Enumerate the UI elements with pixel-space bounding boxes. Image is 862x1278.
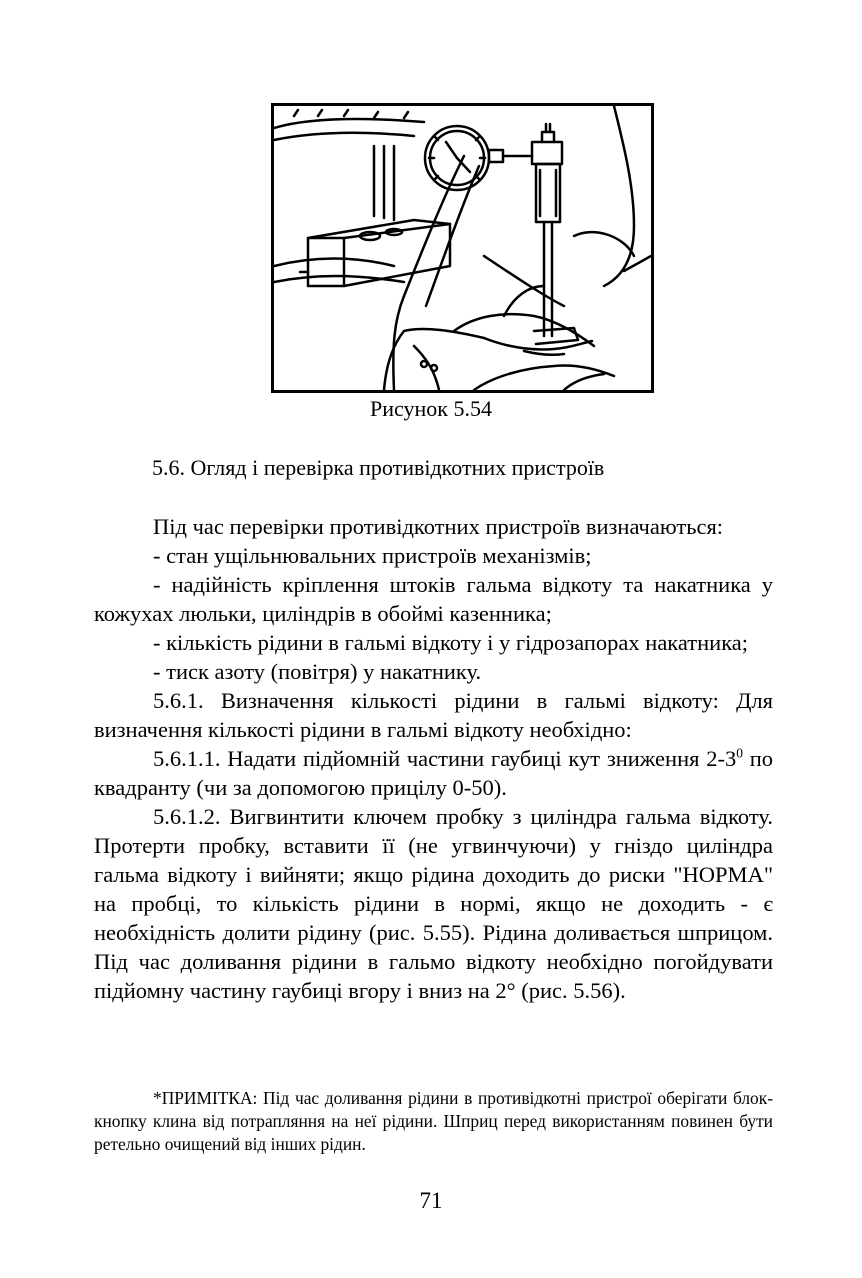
paragraph-intro: Під час перевірки противідкотних пристроїв визначаються: xyxy=(153,514,724,539)
list-item: - кількість рідини в гальмі відкоту і у гідрозапорах накатника; xyxy=(153,630,749,655)
page-number: 71 xyxy=(419,1188,443,1213)
note-text: *ПРИМІТКА: Під час доливання рідини в противідкотні пристрої оберігати блок-кнопку клина від потрапляння на неї рідини. Шприц перед використанням повинен бути ретельно очищений від інших рідин. xyxy=(94,1088,773,1154)
paragraph-5-6-1-1 xyxy=(94,744,773,802)
list-item: - тиск азоту (повітря) у накатнику. xyxy=(153,659,482,684)
list-item: - стан ущільнювальних пристроїв механізмів; xyxy=(153,543,592,568)
degree-superscript: 0 xyxy=(736,745,743,761)
body-text xyxy=(94,512,773,1005)
list-item: - надійність кріплення штоків гальма відкоту та накатника у кожухах люльки, циліндрів в обоймі казенника; xyxy=(94,572,773,626)
paragraph-5-6-1: 5.6.1. Визначення кількості рідини в гальмі відкоту: Для визначення кількості рідини в гальмі відкоту необхідно: xyxy=(94,688,773,742)
section-heading: 5.6. Огляд і перевірка противідкотних пристроїв xyxy=(152,455,605,480)
paragraph-5-6-1-2: 5.6.1.2. Вигвинтити ключем пробку з циліндра гальма відкоту. Протерти пробку, вставити її (не угвинчуючи) у гніздо циліндра гальма відкоту і вийняти; якщо рідина доходить до риски "НОРМА" на пробці, то кількість рідини в нормі, якщо не доходить - є необхідність долити рідину (рис. 5.55). Рідина доливається шприцом. Під час доливання рідини в гальмо відкоту необхідно погойдувати підйомну частину гаубиці вгору і вниз на 2° (рис. 5.56). xyxy=(94,804,773,1003)
figure-5-54 xyxy=(271,103,654,393)
paragraph-5-6-1-1-part-a: 5.6.1.1. Надати підйомній частини гаубиці кут зниження 2-3 xyxy=(153,746,737,771)
figure-caption: Рисунок 5.54 xyxy=(370,396,492,421)
dial-indicator-illustration xyxy=(274,106,651,390)
paragraph-5-6-1-1-part-b: по квадранту (чи за допомогою прицілу 0-50). xyxy=(94,746,774,800)
